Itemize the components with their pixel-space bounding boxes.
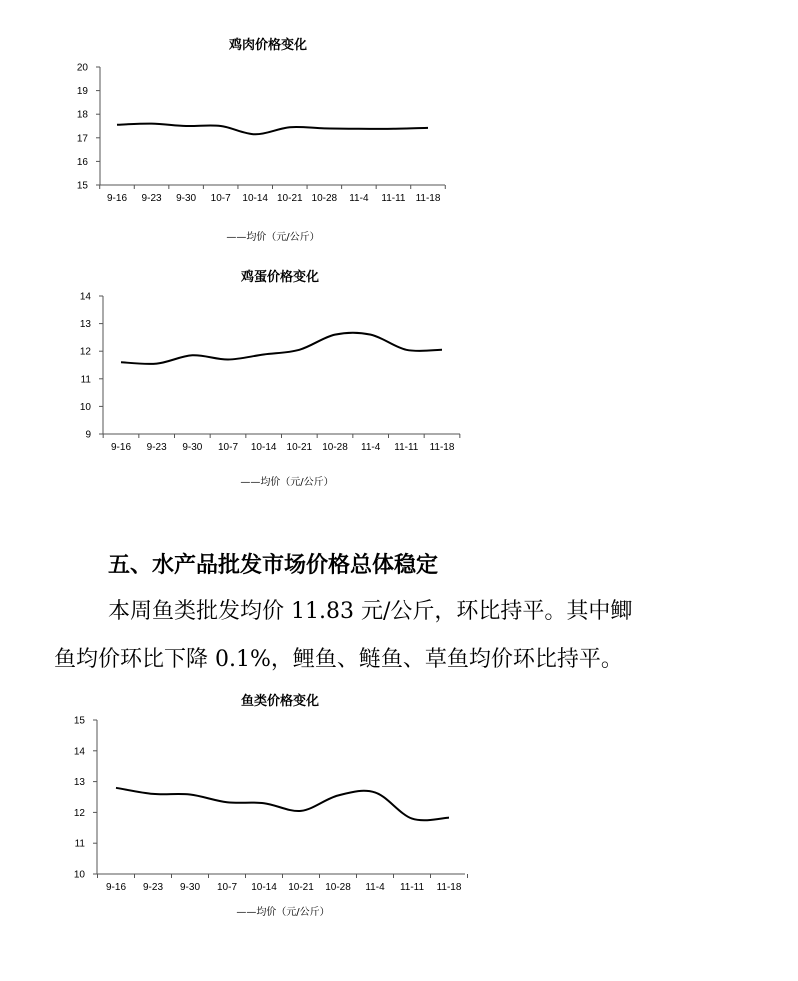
chart-title: 鱼类价格变化 — [240, 694, 320, 709]
y-tick-label: 11 — [80, 374, 91, 386]
chicken-price-chart — [0, 30, 480, 250]
y-tick-label: 12 — [79, 346, 91, 358]
x-tick-label: 10-7 — [216, 882, 238, 893]
series-line — [121, 333, 442, 364]
y-tick-label: 18 — [76, 109, 88, 121]
x-tick-label: 9-30 — [182, 442, 203, 453]
paragraph-line: 鱼均价环比下降 0.1%，鲤鱼、鲢鱼、草鱼均价环比持平。 — [54, 647, 623, 672]
y-tick-label: 14 — [79, 291, 91, 303]
y-tick-label: 10 — [73, 869, 85, 881]
y-tick-label: 20 — [76, 62, 88, 74]
x-tick-label: 11-18 — [415, 193, 441, 204]
x-tick-label: 11-18 — [429, 442, 455, 453]
y-tick-label: 17 — [76, 133, 88, 145]
y-tick-label: 9 — [85, 429, 91, 441]
x-tick-label: 10-14 — [242, 193, 269, 204]
y-tick-label: 11 — [74, 838, 85, 850]
egg-price-chart — [0, 262, 480, 497]
x-tick-label: 10-28 — [322, 442, 348, 453]
x-tick-label: 11-4 — [349, 193, 369, 204]
x-tick-label: 10-21 — [276, 193, 303, 204]
paragraph-line: 本周鱼类批发均价 11.83 元/公斤，环比持平。其中鲫 — [108, 599, 633, 624]
x-tick-label: 9-16 — [106, 193, 128, 204]
x-tick-label: 10-21 — [286, 442, 313, 453]
x-tick-label: 10-14 — [250, 442, 277, 453]
section-heading: 五、水产品批发市场价格总体稳定 — [108, 553, 439, 578]
y-tick-label: 14 — [73, 746, 85, 758]
x-tick-label: 11-11 — [399, 882, 425, 893]
chart-title: 鸡蛋价格变化 — [240, 270, 320, 285]
y-tick-label: 19 — [76, 86, 88, 98]
x-tick-label: 9-16 — [105, 882, 127, 893]
y-tick-label: 13 — [79, 319, 91, 331]
chart-legend: ——均价（元/公斤） — [236, 907, 330, 918]
x-tick-label: 11-11 — [394, 442, 419, 453]
y-tick-label: 15 — [76, 180, 88, 192]
y-tick-label: 13 — [73, 777, 85, 789]
chart-legend: ——均价（元/公斤） — [240, 477, 334, 488]
x-tick-label: 9-23 — [141, 193, 162, 204]
x-tick-label: 10-21 — [288, 882, 314, 893]
y-tick-label: 15 — [73, 715, 85, 727]
x-tick-label: 9-30 — [176, 193, 197, 204]
x-tick-label: 10-7 — [217, 442, 239, 453]
x-tick-label: 9-30 — [179, 882, 201, 893]
chart-title: 鸡肉价格变化 — [228, 38, 308, 53]
x-tick-label: 10-14 — [251, 882, 277, 893]
body-paragraph — [54, 588, 754, 684]
x-tick-label: 10-7 — [210, 193, 231, 204]
x-tick-label: 11-11 — [381, 193, 406, 204]
x-tick-label: 10-28 — [325, 882, 351, 893]
x-tick-label: 9-23 — [142, 882, 164, 893]
fish-price-chart — [0, 686, 480, 926]
y-tick-label: 16 — [76, 156, 88, 168]
x-tick-label: 11-18 — [436, 882, 462, 893]
y-tick-label: 12 — [73, 807, 85, 819]
chart-legend: ——均价（元/公斤） — [226, 232, 320, 243]
y-tick-label: 10 — [79, 401, 91, 413]
series-line — [116, 788, 449, 820]
x-tick-label: 10-28 — [311, 193, 338, 204]
x-tick-label: 9-23 — [146, 442, 167, 453]
x-tick-label: 9-16 — [110, 442, 132, 453]
series-line — [117, 124, 428, 135]
x-tick-label: 11-4 — [361, 442, 381, 453]
x-tick-label: 11-4 — [365, 882, 385, 893]
